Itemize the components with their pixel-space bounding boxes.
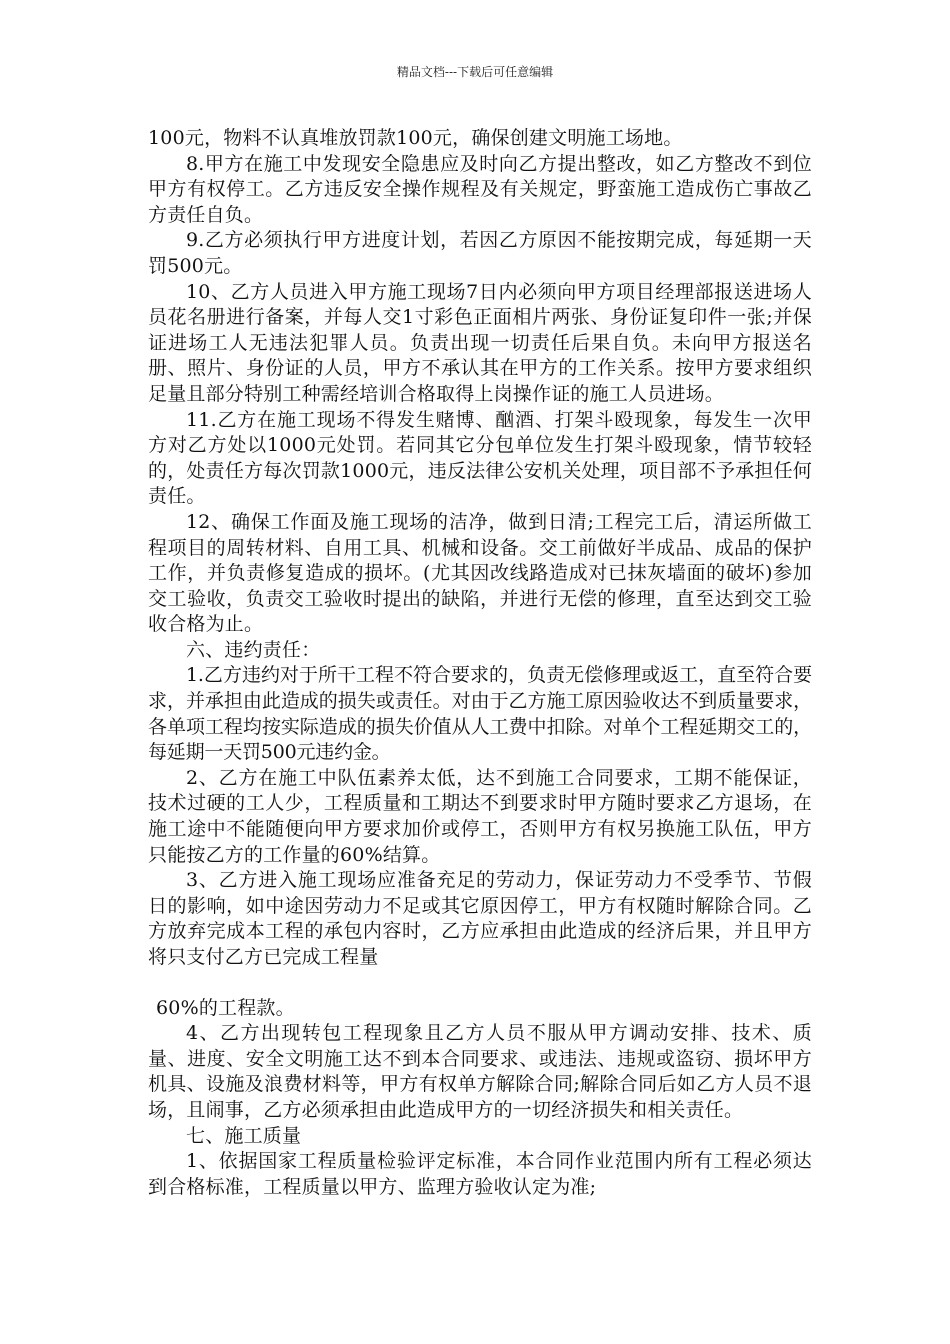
paragraph-item-10: 10、乙方人员进入甲方施工现场7日内必须向甲方项目经理部报送进场人员花名册进行备案，并每人交1寸彩色正面相片两张、身份证复印件一张;并保证进场工人无违法犯罪人员。负责出现一切责任后果自负。未向甲方报送名册、照片、身份证的人员，甲方不承认其在甲方的工作关系。按甲方要求组织足量且部分特别工种需经培训合格取得上岗操作证的施工人员进场。 [148,280,812,405]
paragraph-breach-4: 4、乙方出现转包工程现象且乙方人员不服从甲方调动安排、技术、质量、进度、安全文明施工达不到本合同要求、或违法、违规或盗窃、损坏甲方机具、设施及浪费材料等，甲方有权单方解除合同;解除合同后如乙方人员不退场，且闹事，乙方必须承担由此造成甲方的一切经济损失和相关责任。 [148,1022,812,1121]
paragraph-item-9: 9.乙方必须执行甲方进度计划，若因乙方原因不能按期完成，每延期一天罚500元。 [148,229,812,277]
paragraph-breach-3: 3、乙方进入施工现场应准备充足的劳动力，保证劳动力不受季节、节假日的影响，如中途因劳动力不足或其它原因停工，甲方有权随时解除合同。乙方放弃完成本工程的承包内容时，乙方应承担由此造成的经济后果，并且甲方将只支付乙方已完成工程量 [148,869,812,968]
paragraph-breach-2: 2、乙方在施工中队伍素养太低，达不到施工合同要求，工期不能保证，技术过硬的工人少，工程质量和工期达不到要求时甲方随时要求乙方退场，在施工途中不能随便向甲方要求加价或停工，否则甲方有权另换施工队伍，甲方只能按乙方的工作量的60%结算。 [148,766,812,866]
section-heading-breach-liability: 六、违约责任： [186,638,321,661]
paragraph-item-11: 11.乙方在施工现场不得发生赌博、酗酒、打架斗殴现象，每发生一次甲方对乙方处以1000元处罚。若同其它分包单位发生打架斗殴现象，情节较轻的，处责任方每次罚款1000元，违反法律公安机关处理，项目部不予承担任何责任。 [148,408,812,508]
paragraph-item-12: 12、确保工作面及施工现场的洁净，做到日清;工程完工后，清运所做工程项目的周转材料、自用工具、机械和设备。交工前做好半成品、成品的保护工作，并负责修复造成的损坏。(尤其因改线路造成对已抹灰墙面的破坏)参加交工验收，负责交工验收时提出的缺陷，并进行无偿的修理，直至达到交工验收合格为止。 [148,510,812,636]
paragraph-item-8: 8.甲方在施工中发现安全隐患应及时向乙方提出整改，如乙方整改不到位甲方有权停工。乙方违反安全操作规程及有关规定，野蛮施工造成伤亡事故乙方责任自负。 [148,152,812,226]
paragraph-fine-continuation: 100元，物料不认真堆放罚款100元，确保创建文明施工场地。 [148,127,683,149]
page-header: 精品文档---下载后可任意编辑 [396,65,554,79]
section-heading-construction-quality: 七、施工质量 [186,1124,302,1147]
paragraph-breach-3-continuation: 60%的工程款。 [156,996,295,1019]
document-body [148,126,812,1200]
paragraph-quality-1: 1、依据国家工程质量检验评定标准，本合同作业范围内所有工程必须达到合格标准，工程质量以甲方、监理方验收认定为准; [148,1150,812,1198]
paragraph-breach-1: 1.乙方违约对于所干工程不符合要求的，负责无偿修理或返工，直至符合要求，并承担由此造成的损失或责任。对由于乙方施工原因验收达不到质量要求，各单项工程均按实际造成的损失价值从人工费中扣除。对单个工程延期交工的，每延期一天罚500元违约金。 [148,664,812,764]
